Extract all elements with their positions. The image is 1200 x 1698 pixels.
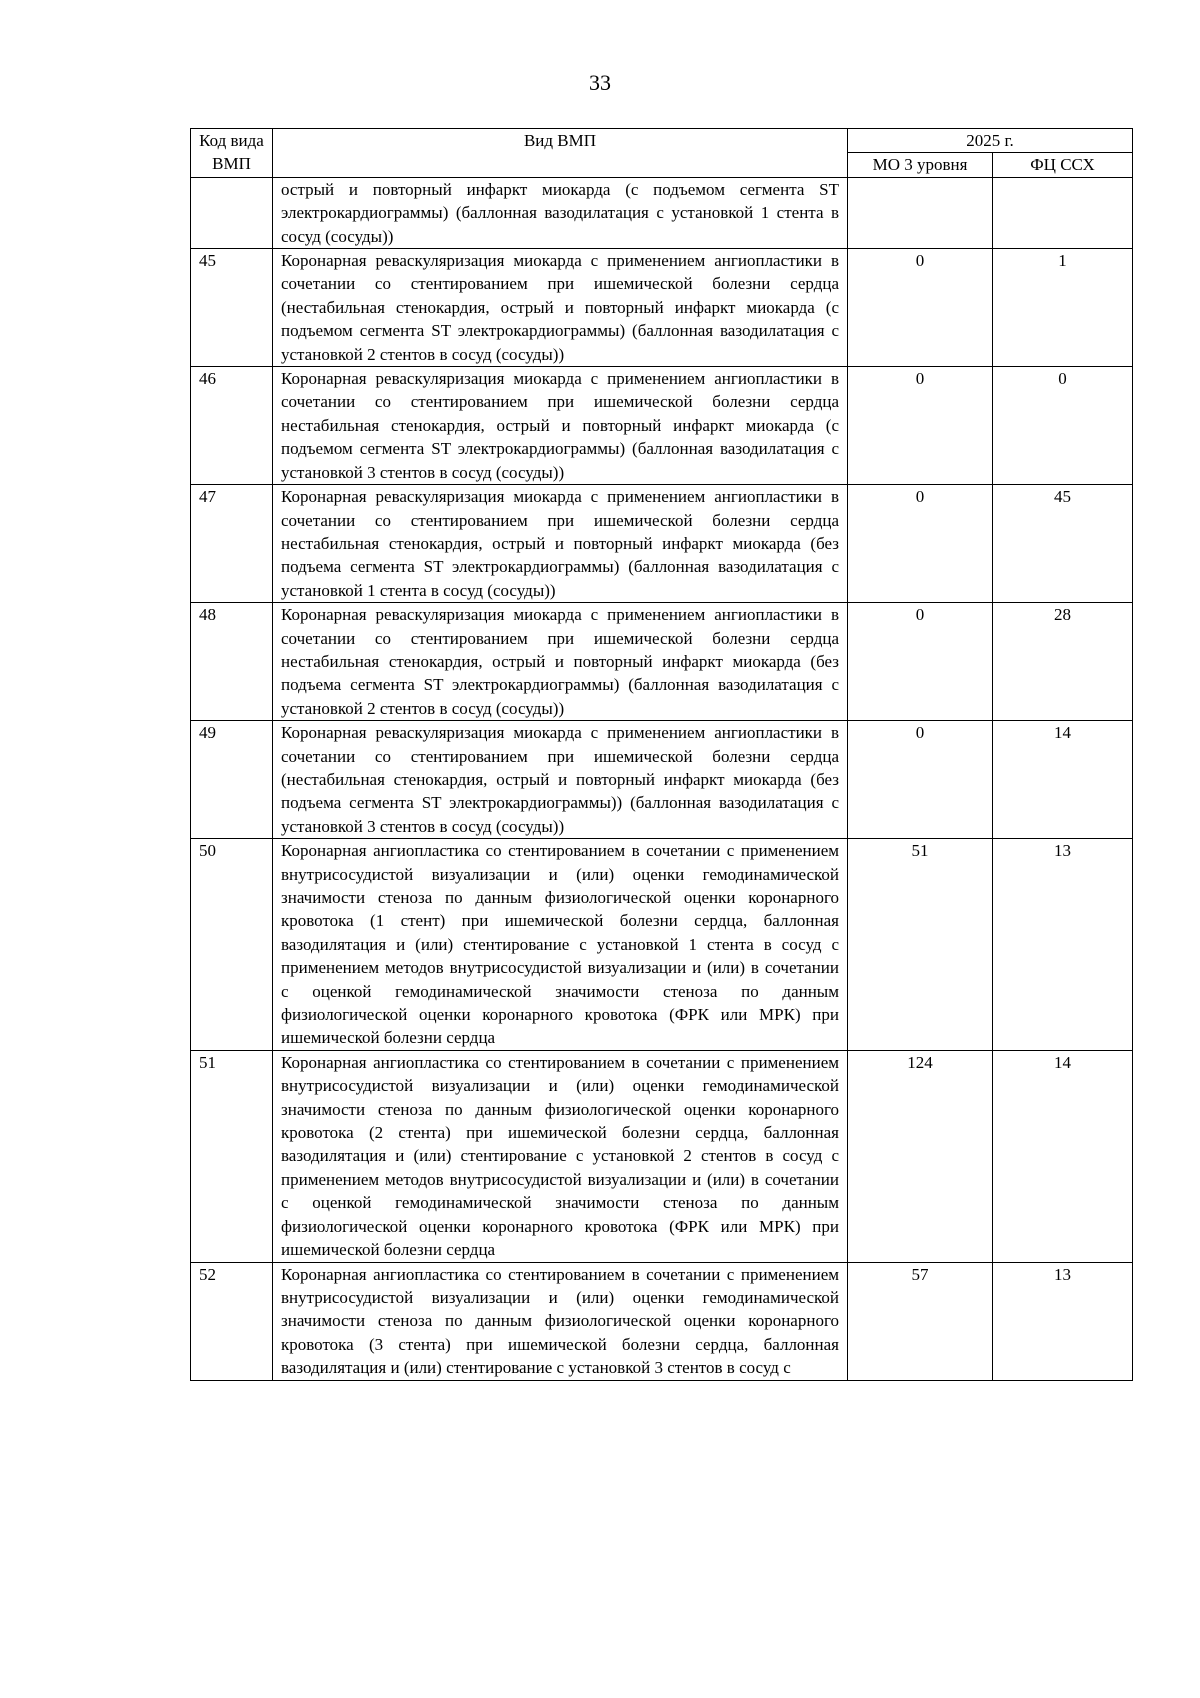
row-mo: 51 (848, 839, 993, 1051)
table-body (191, 177, 1133, 1380)
header-mo: МО 3 уровня (848, 153, 993, 177)
row-fc: 1 (993, 249, 1133, 367)
header-code: Код вида ВМП (191, 129, 273, 178)
row-code: 51 (191, 1050, 273, 1262)
row-fc: 28 (993, 603, 1133, 721)
vmp-table (190, 128, 1133, 1381)
row-code: 47 (191, 485, 273, 603)
row-mo: 124 (848, 1050, 993, 1262)
row-text: Коронарная реваскуляризация миокарда с применением ангиопластики в сочетании со стентированием при ишемической болезни сердца нестабильная стенокардия, острый и повторный инфаркт миокарда (с подъемом сегмента ST электрокардиограммы) (баллонная вазодилатация с установкой 3 стентов в сосуд (сосуды)) (273, 367, 848, 485)
table-row (191, 367, 1133, 485)
row-mo (848, 177, 993, 248)
row-text: Коронарная реваскуляризация миокарда с применением ангиопластики в сочетании со стентированием при ишемической болезни сердца (нестабильная стенокардия, острый и повторный инфаркт миокарда (без подъема сегмента ST электрокардиограммы)) (баллонная вазодилатация с установкой 3 стентов в сосуд (сосуды)) (273, 721, 848, 839)
table-row (191, 249, 1133, 367)
page-number: 33 (589, 70, 611, 95)
row-fc: 45 (993, 485, 1133, 603)
table-row (191, 485, 1133, 603)
header-year: 2025 г. (848, 129, 1133, 153)
row-mo: 57 (848, 1262, 993, 1380)
table-row (191, 1050, 1133, 1262)
header-fc: ФЦ ССХ (993, 153, 1133, 177)
row-mo: 0 (848, 603, 993, 721)
row-code: 52 (191, 1262, 273, 1380)
row-text: Коронарная реваскуляризация миокарда с применением ангиопластики в сочетании со стентированием при ишемической болезни сердца (нестабильная стенокардия, острый и повторный инфаркт миокарда (с подъемом сегмента ST электрокардиограммы) (баллонная вазодилатация с установкой 2 стентов в сосуд (сосуды)) (273, 249, 848, 367)
row-fc (993, 177, 1133, 248)
row-mo: 0 (848, 721, 993, 839)
row-code (191, 177, 273, 248)
row-mo: 0 (848, 485, 993, 603)
row-text: острый и повторный инфаркт миокарда (с подъемом сегмента ST электрокардиограммы) (баллонная вазодилатация с установкой 1 стента в сосуд (сосуды)) (273, 177, 848, 248)
row-code: 49 (191, 721, 273, 839)
row-text: Коронарная реваскуляризация миокарда с применением ангиопластики в сочетании со стентированием при ишемической болезни сердца нестабильная стенокардия, острый и повторный инфаркт миокарда (без подъема сегмента ST электрокардиограммы) (баллонная вазодилатация с установкой 2 стентов в сосуд (сосуды)) (273, 603, 848, 721)
row-mo: 0 (848, 249, 993, 367)
row-fc: 14 (993, 721, 1133, 839)
row-fc: 0 (993, 367, 1133, 485)
row-code: 46 (191, 367, 273, 485)
row-mo: 0 (848, 367, 993, 485)
table-row (191, 603, 1133, 721)
table-row (191, 839, 1133, 1051)
row-code: 48 (191, 603, 273, 721)
row-code: 50 (191, 839, 273, 1051)
row-fc: 13 (993, 1262, 1133, 1380)
table-row (191, 721, 1133, 839)
row-text: Коронарная ангиопластика со стентированием в сочетании с применением внутрисосудистой визуализации и (или) оценки гемодинамической значимости стеноза по данным физиологической оценки коронарного кровотока (3 стента) при ишемической болезни сердца, баллонная вазодилятация и (или) стентирование с установкой 3 стентов в сосуд с (273, 1262, 848, 1380)
row-text: Коронарная реваскуляризация миокарда с применением ангиопластики в сочетании со стентированием при ишемической болезни сердца нестабильная стенокардия, острый и повторный инфаркт миокарда (без подъема сегмента ST электрокардиограммы) (баллонная вазодилатация с установкой 1 стента в сосуд (сосуды)) (273, 485, 848, 603)
row-fc: 13 (993, 839, 1133, 1051)
header-kind: Вид ВМП (273, 129, 848, 178)
table-row (191, 177, 1133, 248)
row-text: Коронарная ангиопластика со стентированием в сочетании с применением внутрисосудистой визуализации и (или) оценки гемодинамической значимости стеноза по данным физиологической оценки коронарного кровотока (1 стент) при ишемической болезни сердца, баллонная вазодилятация и (или) стентирование с установкой 1 стента в сосуд с применением методов внутрисосудистой визуализации и (или) в сочетании с оценкой гемодинамической значимости стеноза по данным физиологической оценки коронарного кровотока (ФРК или МРК) при ишемической болезни сердца (273, 839, 848, 1051)
row-text: Коронарная ангиопластика со стентированием в сочетании с применением внутрисосудистой визуализации и (или) оценки гемодинамической значимости стеноза по данным физиологической оценки коронарного кровотока (2 стента) при ишемической болезни сердца, баллонная вазодилятация и (или) стентирование с установкой 2 стентов в сосуд с применением методов внутрисосудистой визуализации и (или) в сочетании с оценкой гемодинамической значимости стеноза по данным физиологической оценки коронарного кровотока (ФРК или МРК) при ишемической болезни сердца (273, 1050, 848, 1262)
row-fc: 14 (993, 1050, 1133, 1262)
row-code: 45 (191, 249, 273, 367)
table-row (191, 1262, 1133, 1380)
